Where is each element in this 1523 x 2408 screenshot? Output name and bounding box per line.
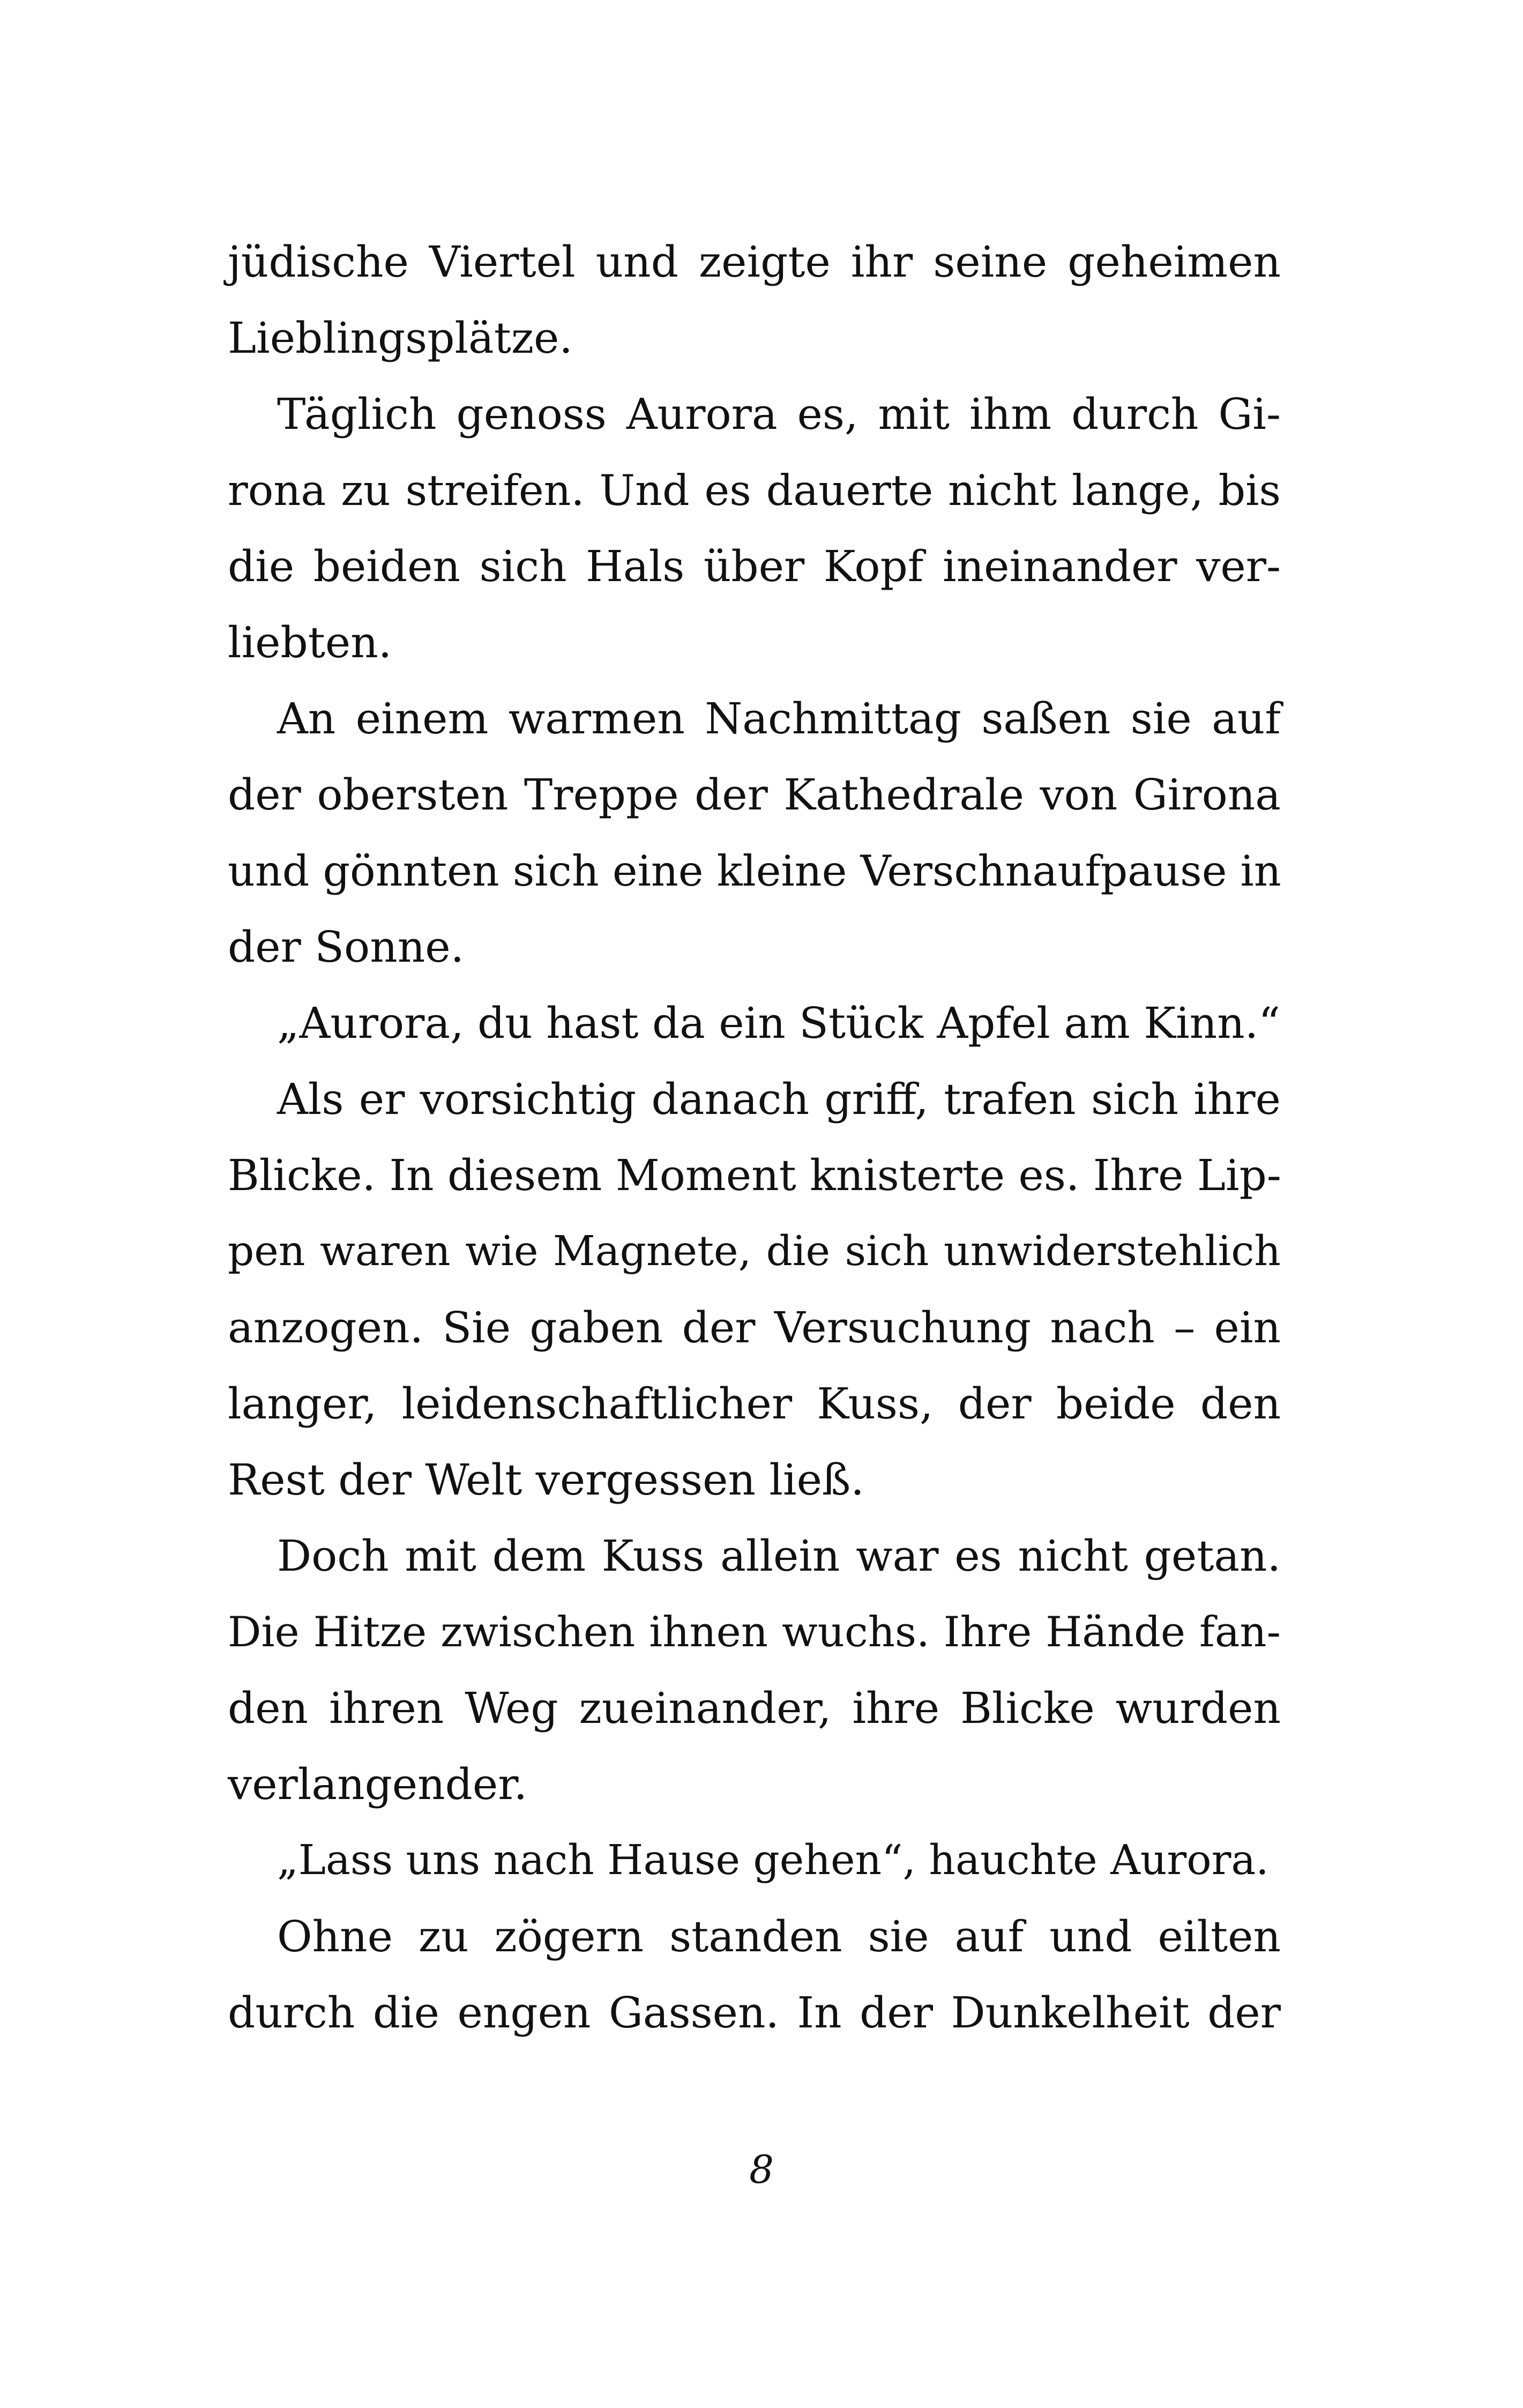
text-line: Als er vorsichtig danach griff, trafen sich ihre: [277, 1074, 1281, 1124]
text-line: An einem warmen Nachmittag saßen sie auf: [277, 694, 1281, 744]
text-line: den ihren Weg zueinander, ihre Blicke wurden: [228, 1683, 1281, 1733]
text-line: Blicke. In diesem Moment knisterte es. Ihre Lip-: [228, 1150, 1281, 1200]
page-number: 8: [749, 2147, 774, 2192]
text-line: die beiden sich Hals über Kopf ineinander ver-: [228, 541, 1281, 591]
text-line: Ohne zu zögern standen sie auf und eilten: [277, 1912, 1281, 1961]
text-line: verlangender.: [228, 1759, 528, 1809]
text-line: rona zu streifen. Und es dauerte nicht lange, bis: [228, 466, 1281, 515]
text-line: der obersten Treppe der Kathedrale von Girona: [228, 770, 1281, 820]
text-line: Rest der Welt vergessen ließ.: [228, 1455, 864, 1505]
body-text: [228, 224, 1281, 2051]
text-line: Die Hitze zwischen ihnen wuchs. Ihre Hände fan-: [228, 1608, 1281, 1656]
text-line: Täglich genoss Aurora es, mit ihm durch Gi-: [277, 389, 1281, 439]
text-line: „Lass uns nach Hause gehen“, hauchte Aurora.: [277, 1837, 1269, 1884]
text-line: pen waren wie Magnete, die sich unwiderstehlich: [228, 1228, 1281, 1275]
text-line: liebten.: [228, 618, 392, 667]
text-line: „Aurora, du hast da ein Stück Apfel am Kinn.“: [277, 998, 1281, 1048]
text-line: und gönnten sich eine kleine Verschnaufpause in: [228, 846, 1281, 896]
text-line: durch die engen Gassen. In der Dunkelheit der: [228, 1988, 1281, 2038]
text-line: langer, leidenschaftlicher Kuss, der beide den: [228, 1379, 1281, 1429]
text-line: Lieblingsplätze.: [228, 313, 573, 363]
text-line: jüdische Viertel und zeigte ihr seine geheimen: [228, 237, 1281, 287]
text-line: Doch mit dem Kuss allein war es nicht getan.: [277, 1531, 1281, 1581]
text-line: der Sonne.: [228, 922, 465, 972]
text-line: anzogen. Sie gaben der Versuchung nach – ein: [228, 1303, 1281, 1352]
